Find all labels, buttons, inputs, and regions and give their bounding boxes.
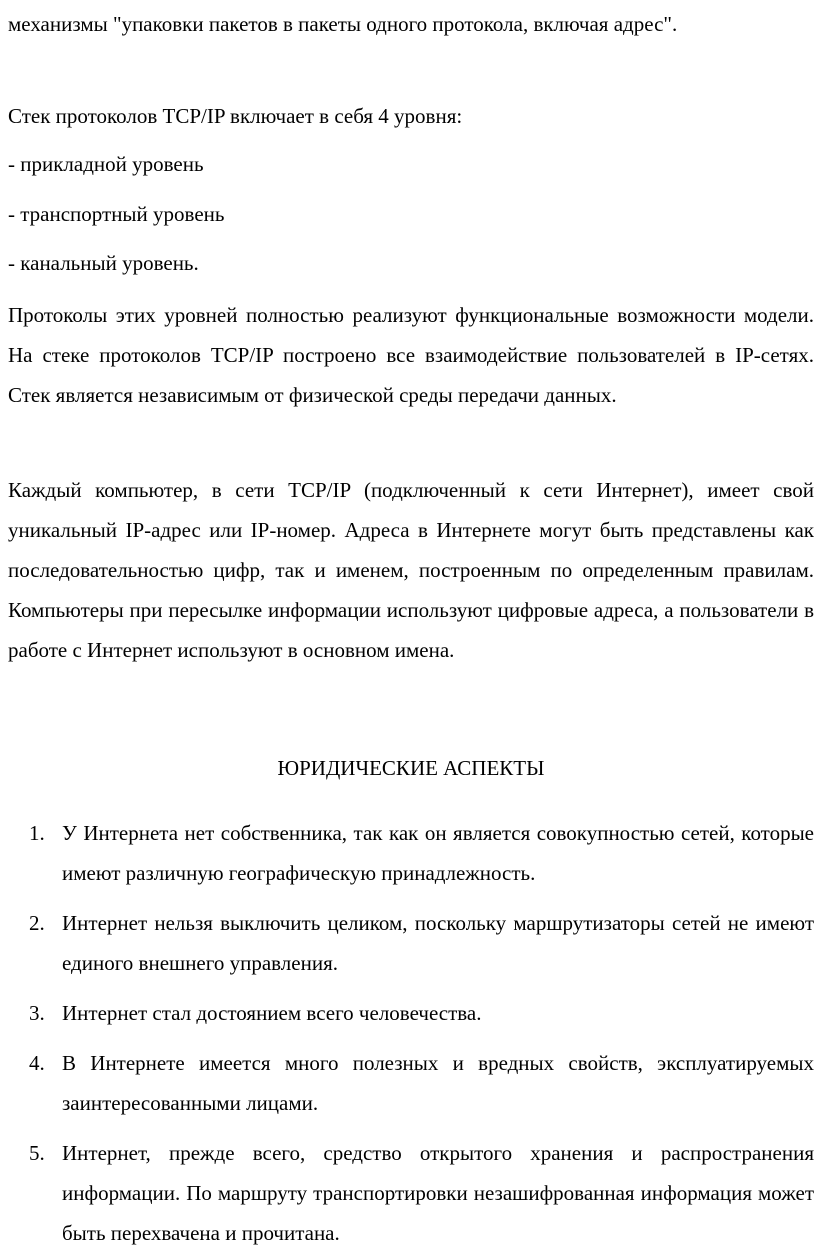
list-number: 1.	[29, 821, 45, 845]
list-number: 3.	[29, 1001, 45, 1025]
paragraph-encapsulation: механизмы "упаковки пакетов в пакеты одного протокола, включая адрес".	[8, 12, 678, 36]
paragraph-protocols: Протоколы этих уровней полностью реализуют функциональные возможности модели. На стеке протоколов TCP/IP построено все взаимодействие пользователей в IP-сетях. Стек является независимым от физической среды передачи данных.	[8, 303, 814, 407]
list-item	[8, 1133, 814, 1253]
list-item	[8, 1043, 814, 1123]
list-text: У Интернета нет собственника, так как он является совокупностью сетей, которые имеют различную географическую принадлежность.	[62, 821, 814, 885]
list-item	[8, 903, 814, 983]
list-text: В Интернете имеется много полезных и вредных свойств, эксплуатируемых заинтересованными лицами.	[62, 1051, 814, 1115]
list-item-application-level: - прикладной уровень	[8, 152, 204, 176]
paragraph-ip-address: Каждый компьютер, в сети TCP/IP (подключенный к сети Интернет), имеет свой уникальный IP-адрес или IP-номер. Адреса в Интернете могут быть представлены как последовательностью цифр, так и именем, построенным по определенным правилам. Компьютеры при пересылке информации используют цифровые адреса, а пользователи в работе с Интернет используют в основном имена.	[8, 478, 814, 662]
legal-aspects-list	[8, 813, 814, 1253]
list-item-link-level: - канальный уровень.	[8, 251, 199, 275]
list-number: 2.	[29, 911, 45, 935]
paragraph-stack-levels: Стек протоколов TCP/IP включает в себя 4 уровня:	[8, 104, 463, 128]
list-item	[8, 813, 814, 893]
list-number: 5.	[29, 1141, 45, 1165]
list-text: Интернет нельзя выключить целиком, поскольку маршрутизаторы сетей не имеют единого внешнего управления.	[62, 911, 814, 975]
section-heading: ЮРИДИЧЕСКИЕ АСПЕКТЫ	[277, 756, 545, 780]
list-text: Интернет стал достоянием всего человечества.	[62, 1001, 482, 1025]
list-text: Интернет, прежде всего, средство открытого хранения и распространения информации. По маршруту транспортировки незашифрованная информация может быть перехвачена и прочитана.	[62, 1141, 814, 1245]
list-item-transport-level: - транспортный уровень	[8, 202, 225, 226]
list-number: 4.	[29, 1051, 45, 1075]
list-item	[8, 993, 814, 1033]
